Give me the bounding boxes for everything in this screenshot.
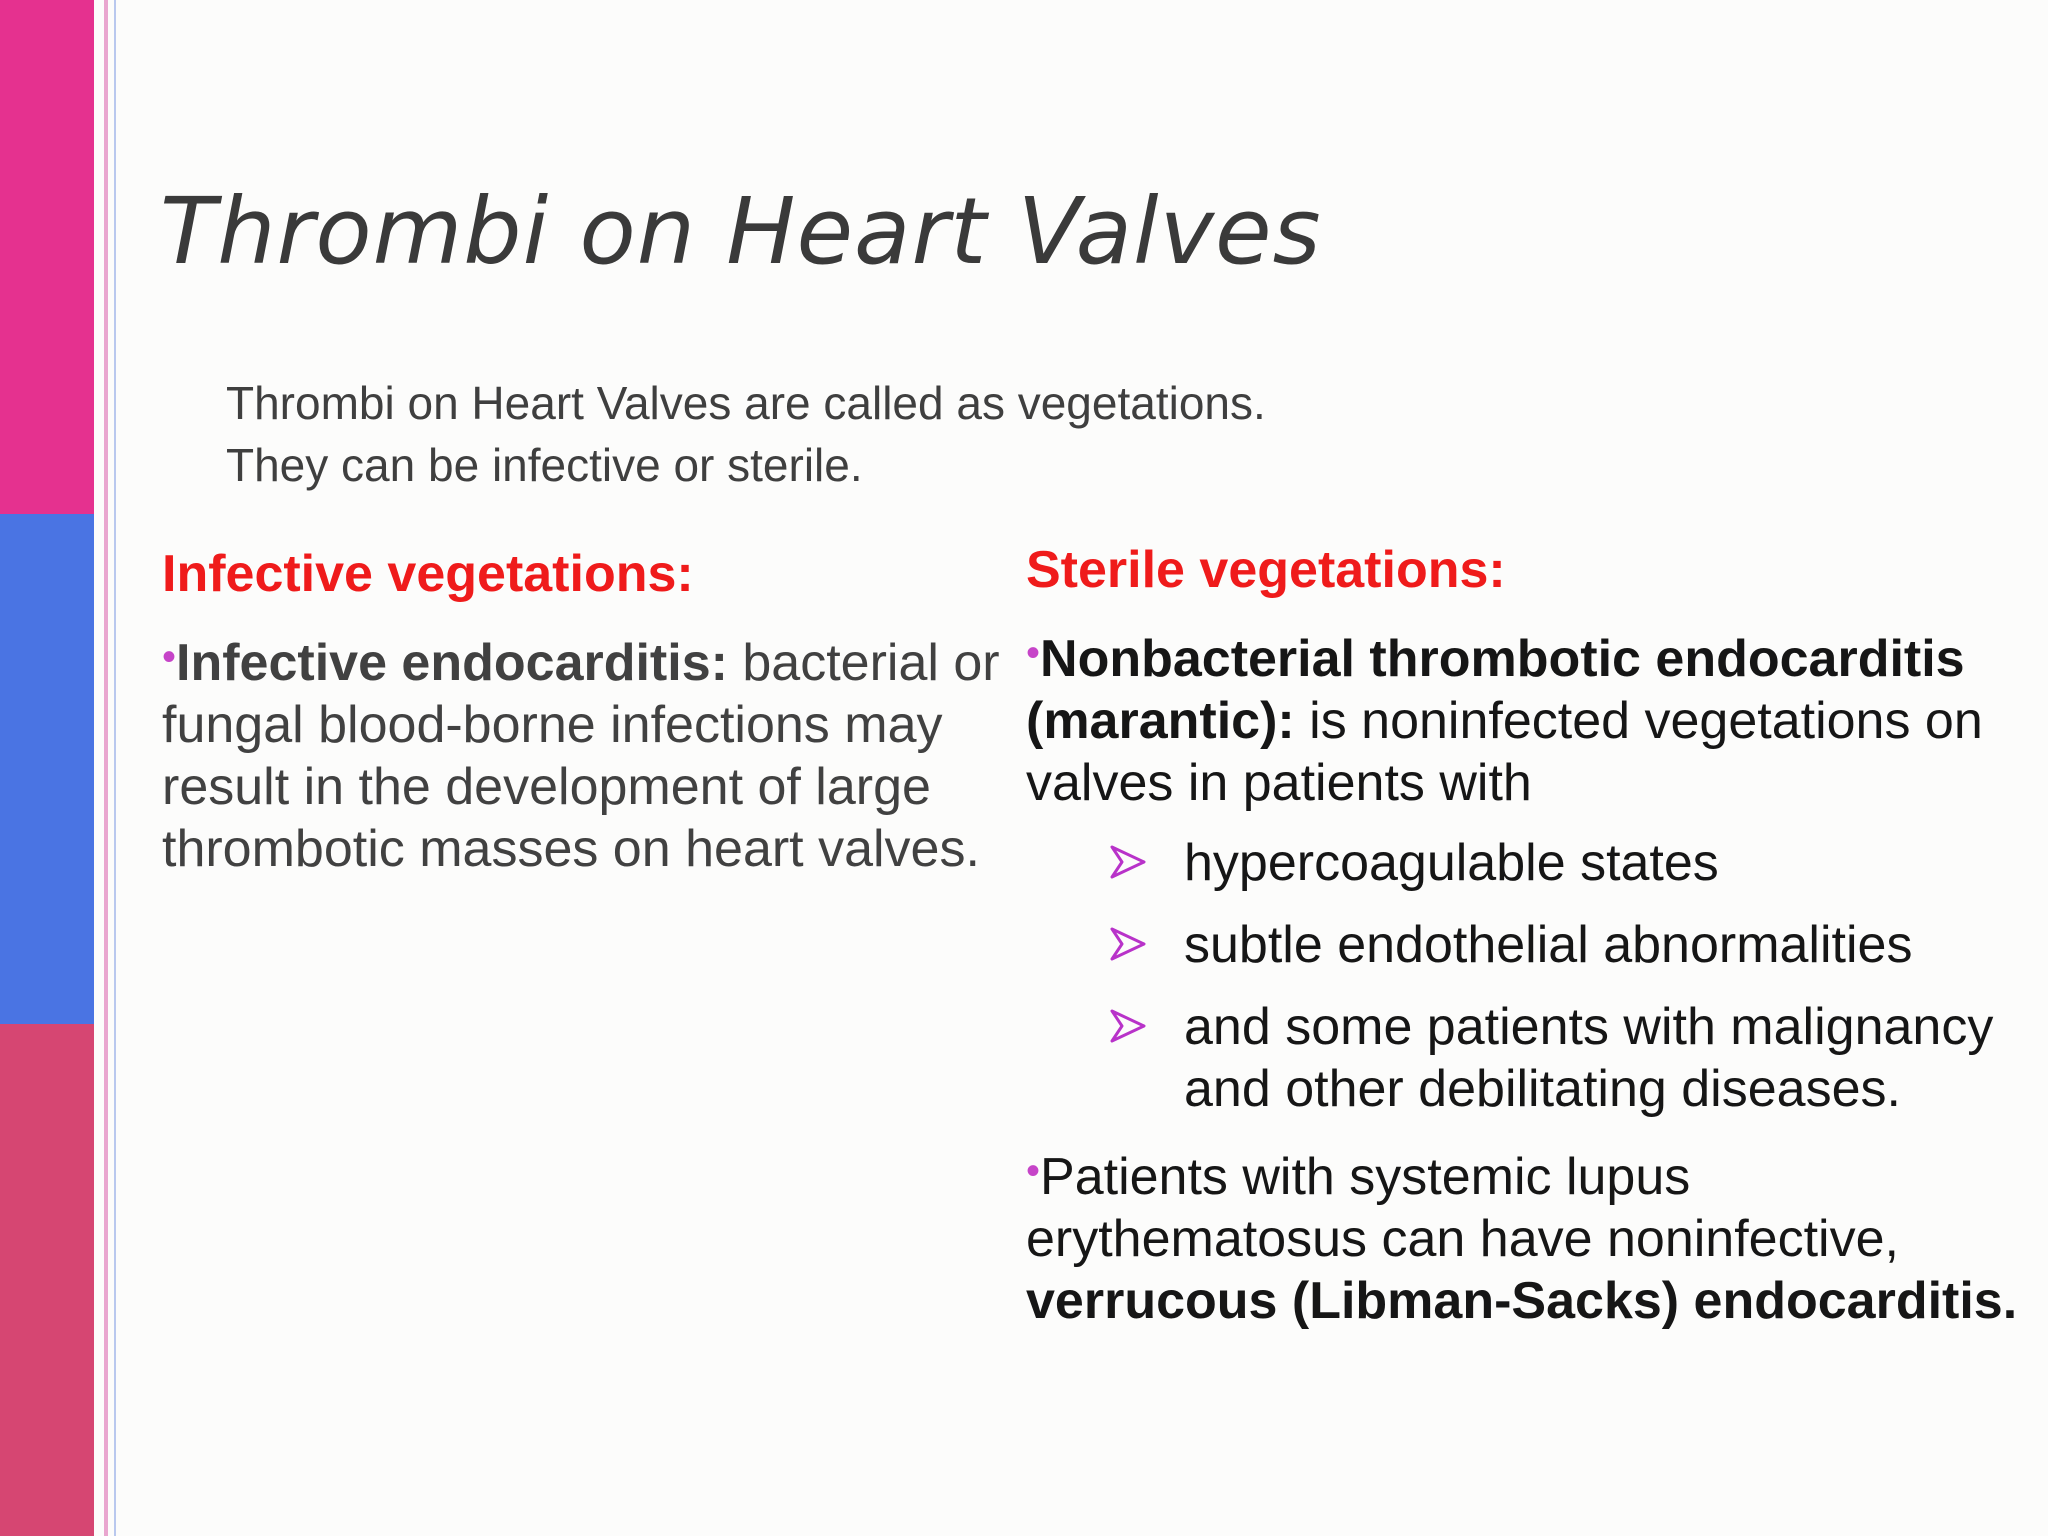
sub-bullet-text: subtle endothelial abnormalities bbox=[1184, 916, 1913, 974]
infective-description: bacterial or fungal blood-borne infections may result in the development of large thrombotic masses on heart valves. bbox=[162, 634, 1000, 878]
marantic-term: Nonbacterial thrombotic endocarditis (marantic): bbox=[1026, 630, 1965, 750]
intro-line-2: They can be infective or sterile. bbox=[226, 439, 863, 491]
side-thin-line-pink bbox=[104, 0, 108, 1536]
side-bar-rose-segment bbox=[0, 1024, 94, 1536]
side-decoration-bar bbox=[0, 0, 94, 1536]
side-bar-blue-segment bbox=[0, 514, 94, 1024]
infective-term: Infective endocarditis: bbox=[176, 634, 728, 692]
infective-bullet bbox=[162, 626, 1002, 880]
marantic-description: is noninfected vegetations on valves in patients with bbox=[1026, 692, 1983, 812]
side-bar-pink-segment bbox=[0, 0, 94, 514]
side-thin-line-blue bbox=[114, 0, 116, 1536]
sub-bullet-list bbox=[1110, 832, 2036, 1120]
intro-text bbox=[226, 372, 1266, 496]
infective-column bbox=[162, 544, 1002, 880]
sterile-bullet-2 bbox=[1026, 1140, 2036, 1332]
sterile-heading: Sterile vegetations: bbox=[1026, 541, 1506, 599]
arrow-bullet-icon bbox=[1110, 926, 1146, 962]
sterile-bullet-1 bbox=[1026, 622, 2036, 814]
sub-bullet-text: and some patients with malignancy and other debilitating diseases. bbox=[1184, 998, 1994, 1118]
sterile-column bbox=[1026, 540, 2036, 1332]
lupus-description: Patients with systemic lupus erythematosus can have noninfective, bbox=[1026, 1148, 1899, 1268]
arrow-bullet-icon bbox=[1110, 844, 1146, 880]
arrow-bullet-icon bbox=[1110, 1008, 1146, 1044]
libman-sacks-term: verrucous (Libman-Sacks) endocarditis. bbox=[1026, 1272, 2018, 1330]
bullet-dot-icon: • bbox=[162, 635, 177, 679]
bullet-dot-icon: • bbox=[1026, 631, 1041, 675]
intro-line-1: Thrombi on Heart Valves are called as vegetations. bbox=[226, 377, 1266, 429]
sub-bullet-item bbox=[1110, 914, 2036, 976]
slide-title: Thrombi on Heart Valves bbox=[160, 178, 1322, 285]
sub-bullet-item bbox=[1110, 996, 2036, 1120]
infective-heading: Infective vegetations: bbox=[162, 545, 694, 603]
bullet-dot-icon: • bbox=[1026, 1149, 1041, 1193]
sub-bullet-text: hypercoagulable states bbox=[1184, 834, 1719, 892]
sub-bullet-item bbox=[1110, 832, 2036, 894]
